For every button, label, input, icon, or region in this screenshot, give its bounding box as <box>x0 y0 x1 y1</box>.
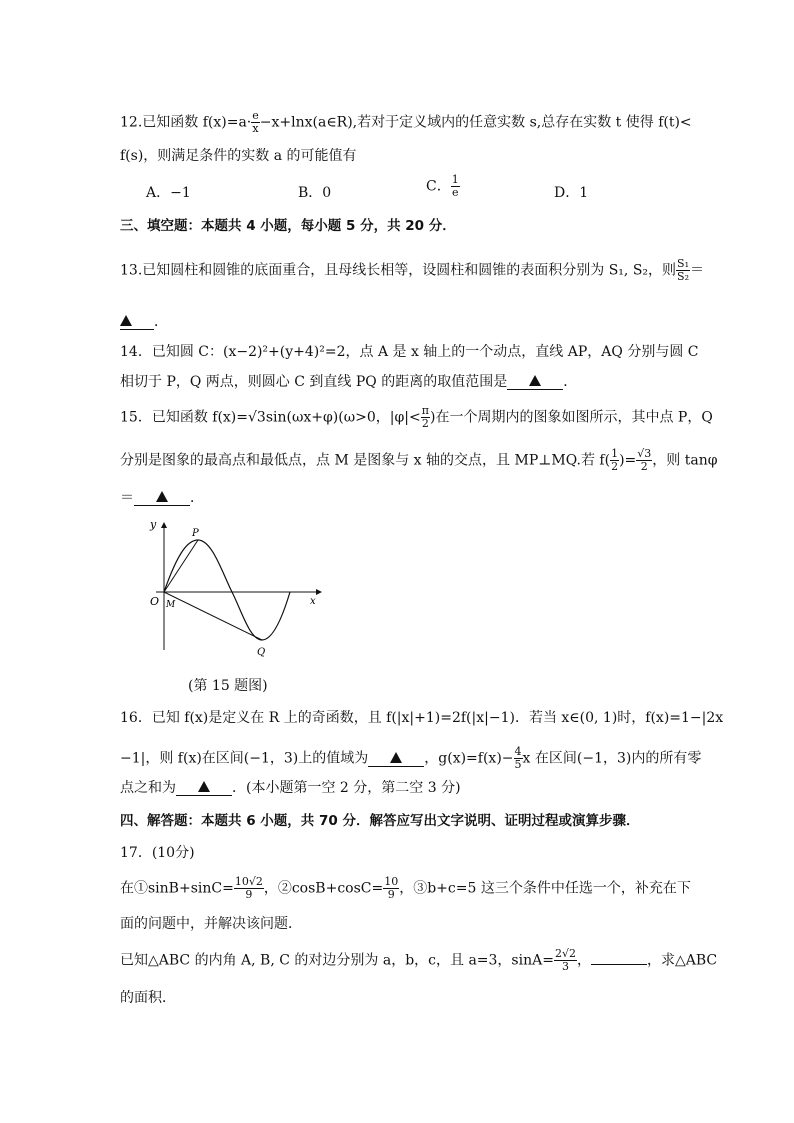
label-m: M <box>166 600 176 610</box>
q15-blank[interactable] <box>134 491 190 506</box>
q16-blank-1[interactable] <box>368 752 424 767</box>
q12-option-a: A．−1 <box>146 185 191 201</box>
label-y: y <box>150 518 157 531</box>
q14-blank[interactable] <box>507 375 563 390</box>
q12-line1: 12.已知函数 f(x)=a· $\frac{e}{x}$ −x+lnx(a∈R),若对于定义域内的任意实数 s,总存在实数 t 使得 f(t)< <box>120 109 692 135</box>
q15-caption: (第 15 题图) <box>188 678 268 694</box>
segment-mq <box>164 592 262 640</box>
q16-line2: −1|，则 f(x)在区间(−1，3)上的值域为 ，g(x)=f(x)− $\frac{4}{5}$ x 在区间(−1，3)内的所有零 <box>120 745 702 771</box>
q12-option-d: D．1 <box>554 185 589 201</box>
q17-title: 17．(10分) <box>120 845 195 861</box>
triangle-icon <box>390 752 402 763</box>
triangle-icon <box>529 375 541 386</box>
q15-line3: ＝ ． <box>120 490 204 506</box>
label-o: O <box>150 595 160 608</box>
x-axis-arrow <box>316 589 322 595</box>
q17-line4: 的面积． <box>120 990 176 1006</box>
q16-line3: 点之和为 ．(本小题第一空 2 分，第二空 3 分) <box>120 780 461 796</box>
segment-mp <box>164 540 198 592</box>
label-x: x <box>310 596 316 607</box>
q15-line2: 分别是图象的最高点和最低点，点 M 是图象与 x 轴的交点，且 MP⊥MQ.若 f( $\frac{1}{2}$ )= $\frac{√3}{2}$ ，则 tanφ <box>120 447 718 473</box>
q17-condition-blank[interactable] <box>591 950 647 965</box>
sine-curve <box>164 540 290 640</box>
q17-line2: 面的问题中，并解决该问题． <box>120 916 302 932</box>
q16-line1: 16．已知 f(x)是定义在 R 上的奇函数，且 f(|x|+1)=2f(|x|−1)．若当 x∈(0, 1)时，f(x)=1−|2x <box>120 710 724 726</box>
q12-option-b: B．0 <box>298 185 332 201</box>
q15-line1: 15．已知函数 f(x)=√3sin(ωx+φ)(ω>0，|φ|< $\frac{\pi}{2}$ )在一个周期内的图象如图所示，其中点 P，Q <box>120 404 713 430</box>
q14-line2: 相切于 P，Q 两点，则圆心 C 到直线 PQ 的距离的取值范围是 ． <box>120 374 578 390</box>
q12-option-c: C． $\frac{1}{e}$ <box>426 173 459 199</box>
q17-line1: 在①sinB+sinC= $\frac{10√2}{9}$ ，②cosB+cosC= $\frac{10}{9}$ ，③b+c=5 这三个条件中任选一个，补充在下 <box>120 875 691 901</box>
section-3-heading: 三、填空题：本题共 4 小题，每小题 5 分，共 20 分． <box>120 218 456 234</box>
y-axis-arrow <box>161 522 167 528</box>
label-p: P <box>192 528 199 539</box>
q16-blank-2[interactable] <box>176 781 232 796</box>
q14-line1: 14．已知圆 C：(x−2)²+(y+4)²=2，点 A 是 x 轴上的一个动点，直线 AP，AQ 分别与圆 C <box>120 344 699 360</box>
q13-blank[interactable] <box>120 315 154 330</box>
section-4-heading: 四、解答题：本题共 6 小题，共 70 分．解答应写出文字说明、证明过程或演算步骤． <box>120 813 640 829</box>
q17-line3: 已知△ABC 的内角 A, B, C 的对边分别为 a，b，c，且 a=3，sinA= $\frac{2√2}{3}$ ， ，求△ABC <box>120 947 718 973</box>
triangle-icon <box>198 781 210 792</box>
label-q: Q <box>257 647 266 658</box>
triangle-icon <box>156 491 168 502</box>
q13-line1: 13.已知圆柱和圆锥的底面重合，且母线长相等，设圆柱和圆锥的表面积分别为 S₁, S₂，则 $\frac{\text{S₁}}{\text{S₂}}$ ＝ <box>120 257 704 283</box>
triangle-icon <box>120 315 132 326</box>
q12-line2: f(s)，则满足条件的实数 a 的可能值有 <box>120 148 357 164</box>
q15-graph <box>140 512 340 672</box>
q12-fraction: $\frac{e}{x}$ <box>252 109 259 135</box>
q13-answer-line: ． <box>120 312 168 332</box>
